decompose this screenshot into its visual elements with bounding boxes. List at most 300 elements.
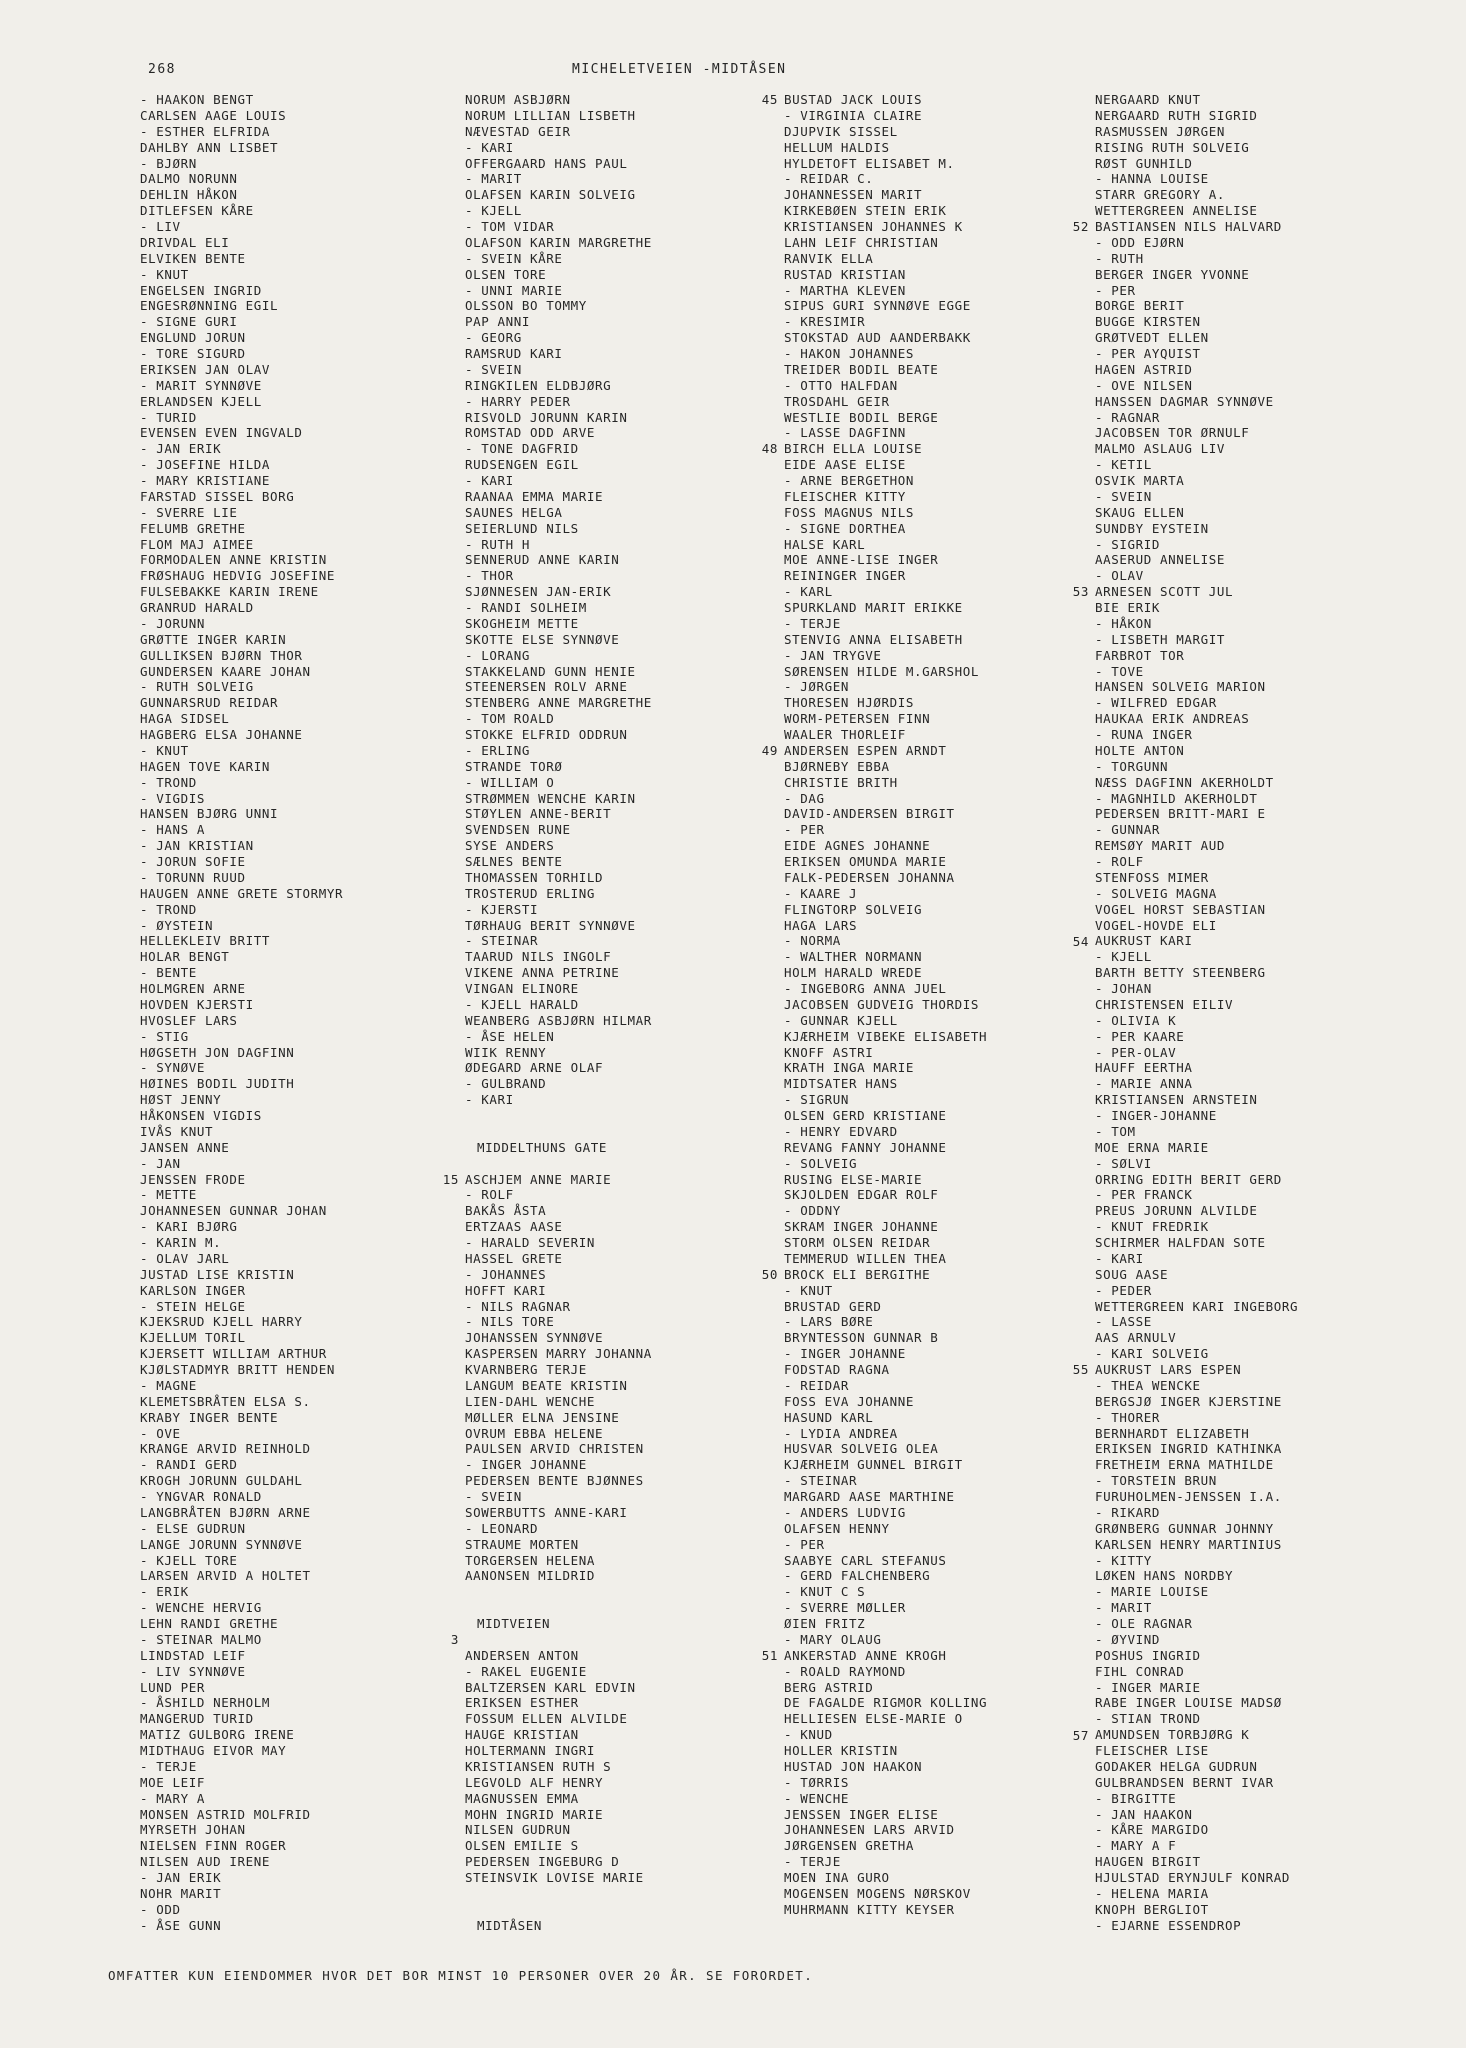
resident-entry: BIE ERIK: [1095, 600, 1161, 615]
resident-entry: STENBERG ANNE MARGRETHE: [465, 695, 652, 711]
resident-entry: - SYNØVE: [140, 1060, 206, 1076]
resident-entry: - HELENA MARIA: [1095, 1885, 1209, 1901]
resident-entry: - HAKON JOHANNES: [784, 346, 915, 361]
resident-entry: HØINES BODIL JUDITH: [140, 1076, 295, 1092]
resident-entry: NÆVESTAD GEIR: [465, 123, 571, 139]
resident-entry: - LIV SYNNØVE: [140, 1663, 246, 1679]
resident-entry: MUHRMANN KITTY KEYSER: [784, 1901, 955, 1917]
resident-entry: MANGERUD TURID: [140, 1711, 254, 1727]
resident-entry: BUSTAD JACK LOUIS: [784, 92, 923, 107]
resident-entry: DRIVDAL ELI: [140, 234, 230, 250]
resident-entry: HAGA SIDSEL: [140, 711, 230, 727]
resident-entry: - SIGRUN: [784, 1092, 850, 1108]
resident-entry: BALTZERSEN KARL EDVIN: [465, 1679, 636, 1695]
resident-entry: LAHN LEIF CHRISTIAN: [784, 234, 939, 250]
resident-entry: - KNUT: [140, 266, 189, 282]
resident-entry: - PER FRANCK: [1095, 1187, 1193, 1203]
resident-entry: - GULBRAND: [465, 1076, 547, 1092]
resident-entry: REMSØY MARIT AUD: [1095, 838, 1226, 854]
resident-entry: JACOBSEN TOR ØRNULF: [1095, 425, 1250, 441]
resident-entry: - ROLF: [1095, 854, 1144, 869]
resident-entry: FRØSHAUG HEDVIG JOSEFINE: [140, 568, 336, 584]
resident-entry: - GEORG: [465, 330, 522, 346]
resident-entry: NORUM LILLIAN LISBETH: [465, 107, 636, 123]
resident-entry: HELLEKLEIV BRITT: [140, 933, 271, 949]
resident-entry: LANGE JORUNN SYNNØVE: [140, 1536, 303, 1552]
resident-entry: MAGNUSSEN EMMA: [465, 1790, 579, 1806]
resident-entry: SAABYE CARL STEFANUS: [784, 1552, 947, 1568]
resident-entry: MYRSETH JOHAN: [140, 1822, 246, 1838]
resident-entry: ERTZAAS AASE: [465, 1219, 563, 1235]
resident-entry: SKAUG ELLEN: [1095, 504, 1185, 520]
resident-entry: NORUM ASBJØRN: [465, 92, 571, 107]
resident-entry: REVANG FANNY JOHANNE: [784, 1139, 947, 1155]
resident-entry: BROCK ELI BERGITHE: [784, 1266, 931, 1282]
house-number: 57: [1072, 1727, 1089, 1743]
resident-entry: - SIGNE GURI: [140, 314, 238, 330]
resident-entry: RAANAA EMMA MARIE: [465, 488, 604, 504]
resident-entry: - JAN ERIK: [140, 441, 222, 457]
resident-entry: RANVIK ELLA: [784, 250, 874, 266]
resident-entry: - TORE SIGURD: [140, 346, 246, 361]
resident-entry: BUGGE KIRSTEN: [1095, 314, 1201, 330]
resident-entry: KARLSEN HENRY MARTINIUS: [1095, 1536, 1282, 1552]
resident-entry: MOE LEIF: [140, 1774, 206, 1790]
resident-entry: BERGER INGER YVONNE: [1095, 266, 1250, 282]
resident-entry: OLSSON BO TOMMY: [465, 298, 587, 314]
resident-entry: HANSSEN DAGMAR SYNNØVE: [1095, 393, 1274, 409]
resident-entry: - THOR: [465, 568, 514, 584]
resident-entry: - WILLIAM O: [465, 774, 555, 790]
resident-entry: WESTLIE BODIL BERGE: [784, 409, 939, 425]
resident-entry: - MAGNE: [140, 1377, 197, 1393]
house-number: 45: [761, 92, 778, 107]
resident-entry: EIDE AASE ELISE: [784, 457, 906, 473]
resident-entry: NIELSEN FINN ROGER: [140, 1838, 287, 1854]
resident-entry: KJØLSTADMYR BRITT HENDEN: [140, 1362, 336, 1377]
house-number: 55: [1072, 1362, 1089, 1378]
resident-entry: - HARRY PEDER: [465, 393, 571, 409]
resident-entry: - KRESIMIR: [784, 314, 866, 330]
house-number: 52: [1072, 219, 1089, 235]
resident-entry: - SIGRID: [1095, 536, 1161, 552]
resident-entry: TEMMERUD WILLEN THEA: [784, 1250, 947, 1266]
resident-entry: - THORER: [1095, 1409, 1161, 1425]
resident-entry: RØST GUNHILD: [1095, 155, 1193, 171]
resident-entry: - ROALD RAYMOND: [784, 1663, 906, 1679]
resident-entry: HÅKONSEN VIGDIS: [140, 1108, 262, 1123]
resident-entry: SJØNNESEN JAN-ERIK: [465, 584, 612, 600]
resident-entry: RINGKILEN ELDBJØRG: [465, 377, 612, 393]
resident-entry: KRISTIANSEN RUTH S: [465, 1758, 612, 1774]
resident-entry: - TERJE: [784, 1854, 841, 1870]
resident-entry: - HÅKON: [1095, 615, 1152, 631]
resident-entry: THOMASSEN TORHILD: [465, 869, 604, 885]
resident-entry: STEINSVIK LOVISE MARIE: [465, 1870, 644, 1885]
resident-entry: ANDERSEN ESPEN ARNDT: [784, 742, 947, 758]
resident-entry: - TOM: [1095, 1123, 1136, 1139]
resident-entry: GODAKER HELGA GUDRUN: [1095, 1758, 1258, 1774]
resident-entry: HØST JENNY: [140, 1092, 222, 1108]
resident-entry: STEENERSEN ROLV ARNE: [465, 679, 628, 695]
blank-line: [465, 1124, 795, 1140]
resident-entry: - RANDI SOLHEIM: [465, 600, 587, 615]
resident-entry: VINGAN ELINORE: [465, 981, 579, 996]
resident-entry: DALMO NORUNN: [140, 171, 238, 187]
resident-entry: SKRAM INGER JOHANNE: [784, 1219, 939, 1235]
resident-entry: STRANDE TORØ: [465, 758, 563, 774]
resident-entry: - KJELL TORE: [140, 1552, 238, 1568]
resident-entry: - KNUT: [784, 1282, 833, 1298]
resident-entry: AUKRUST LARS ESPEN: [1095, 1362, 1242, 1377]
resident-entry: - RUTH H: [465, 536, 531, 552]
resident-entry: HOLM HARALD WREDE: [784, 965, 923, 981]
resident-entry: BERG ASTRID: [784, 1679, 874, 1695]
resident-entry: OLSEN EMILIE S: [465, 1838, 579, 1854]
resident-entry: AANONSEN MILDRID: [465, 1568, 596, 1584]
resident-entry: MØLLER ELNA JENSINE: [465, 1409, 620, 1425]
resident-entry: IVÅS KNUT: [140, 1123, 214, 1139]
resident-entry: LUND PER: [140, 1679, 206, 1695]
resident-entry: GRANRUD HARALD: [140, 600, 254, 615]
resident-entry: BJØRNEBY EBBA: [784, 758, 890, 774]
resident-entry: STARR GREGORY A.: [1095, 187, 1226, 203]
resident-entry: GRØTVEDT ELLEN: [1095, 330, 1209, 346]
resident-entry: - RAKEL EUGENIE: [465, 1663, 587, 1679]
resident-entry: - LORANG: [465, 647, 531, 663]
resident-entry: - STEINAR: [465, 933, 539, 949]
street-heading: MIDTÅSEN: [477, 1917, 543, 1933]
resident-entry: KROGH JORUNN GULDAHL: [140, 1473, 303, 1489]
resident-entry: ANDERSEN ANTON: [465, 1647, 579, 1663]
resident-entry: ØDEGARD ARNE OLAF: [465, 1060, 604, 1076]
resident-entry: HOLTERMANN INGRI: [465, 1743, 596, 1758]
resident-entry: - MARTHA KLEVEN: [784, 282, 906, 298]
resident-entry: FLOM MAJ AIMEE: [140, 536, 254, 552]
resident-entry: HYLDETOFT ELISABET M.: [784, 155, 955, 171]
resident-entry: - TOM VIDAR: [465, 219, 555, 234]
resident-entry: - KÅRE MARGIDO: [1095, 1822, 1209, 1838]
resident-entry: HVOSLEF LARS: [140, 1012, 238, 1028]
resident-entry: GUNDERSEN KAARE JOHAN: [140, 663, 311, 679]
resident-entry: JOHANNESEN LARS ARVID: [784, 1822, 955, 1838]
resident-entry: - STIG: [140, 1028, 189, 1044]
resident-entry: ROMSTAD ODD ARVE: [465, 425, 596, 441]
resident-entry: - TORUNN RUUD: [140, 869, 246, 885]
resident-entry: - SVERRE LIE: [140, 504, 238, 520]
resident-entry: MOGENSEN MOGENS NØRSKOV: [784, 1885, 971, 1901]
house-number: 51: [761, 1648, 778, 1664]
resident-entry: - PER-OLAV: [1095, 1044, 1177, 1060]
resident-entry: - KJELL: [465, 203, 522, 219]
resident-entry: MOE ANNE-LISE INGER: [784, 552, 939, 568]
resident-entry: HAGEN ASTRID: [1095, 361, 1193, 377]
resident-entry: STRAUME MORTEN: [465, 1536, 579, 1552]
resident-entry: - TERJE: [784, 615, 841, 631]
resident-entry: SEIERLUND NILS: [465, 520, 579, 536]
resident-entry: - BIRGITTE: [1095, 1790, 1177, 1806]
resident-entry: MONSEN ASTRID MOLFRID: [140, 1806, 311, 1822]
resident-entry: - OVE: [140, 1425, 181, 1441]
resident-entry: - STEINAR MALMO: [140, 1631, 262, 1647]
resident-entry: - ODDNY: [784, 1203, 841, 1219]
resident-entry: - RUNA INGER: [1095, 727, 1193, 742]
resident-entry: FIHL CONRAD: [1095, 1663, 1185, 1679]
resident-entry: JENSSEN FRODE: [140, 1171, 246, 1187]
resident-entry: - ARNE BERGETHON: [784, 473, 915, 488]
resident-entry: POSHUS INGRID: [1095, 1647, 1201, 1663]
resident-entry: HASUND KARL: [784, 1409, 874, 1425]
resident-entry: HALSE KARL: [784, 536, 866, 552]
resident-entry: - SVEIN: [465, 361, 522, 377]
resident-entry: LEHN RANDI GRETHE: [140, 1616, 279, 1631]
resident-entry: HUSTAD JON HAAKON: [784, 1758, 923, 1774]
resident-entry: - TØRRIS: [784, 1774, 850, 1790]
resident-entry: - KJELL HARALD: [465, 996, 579, 1012]
resident-entry: - INGER JOHANNE: [784, 1346, 906, 1362]
resident-entry: GRØTTE INGER KARIN: [140, 631, 287, 647]
resident-entry: KASPERSEN MARRY JOHANNA: [465, 1346, 652, 1362]
resident-entry: LEGVOLD ALF HENRY: [465, 1774, 604, 1790]
resident-entry: HASSEL GRETE: [465, 1250, 563, 1266]
resident-entry: WAALER THORLEIF: [784, 727, 906, 742]
resident-entry: RISVOLD JORUNN KARIN: [465, 409, 628, 425]
blank-line: [465, 1156, 795, 1172]
resident-entry: - TOVE: [1095, 663, 1144, 679]
resident-entry: JØRGENSEN GRETHA: [784, 1838, 915, 1854]
resident-entry: VOGEL HORST SEBASTIAN: [1095, 901, 1266, 917]
resident-entry: BERGSJØ INGER KJERSTINE: [1095, 1393, 1282, 1409]
resident-entry: - LYDIA ANDREA: [784, 1425, 898, 1441]
resident-entry: - MARIT: [1095, 1600, 1152, 1616]
resident-entry: JOHANSSEN SYNNØVE: [465, 1330, 604, 1346]
resident-entry: FELUMB GRETHE: [140, 520, 246, 536]
blank-line: [465, 1600, 795, 1616]
resident-entry: STOKKE ELFRID ODDRUN: [465, 727, 628, 742]
resident-entry: - REIDAR C.: [784, 171, 874, 187]
resident-entry: - RAGNAR: [1095, 409, 1161, 425]
footnote: OMFATTER KUN EIENDOMMER HVOR DET BOR MINST 10 PERSONER OVER 20 ÅR. SE FORORDET.: [108, 1968, 814, 1983]
resident-entry: - KARI: [465, 473, 514, 488]
resident-entry: PREUS JORUNN ALVILDE: [1095, 1203, 1258, 1219]
resident-entry: OLAFSON KARIN MARGRETHE: [465, 234, 652, 250]
resident-entry: TAARUD NILS INGOLF: [465, 949, 612, 965]
resident-entry: MARGARD AASE MARTHINE: [784, 1489, 955, 1504]
resident-entry: - UNNI MARIE: [465, 282, 563, 298]
resident-entry: HANSEN SOLVEIG MARION: [1095, 679, 1266, 695]
resident-entry: RAMSRUD KARI: [465, 346, 563, 361]
resident-entry: - ÅSE HELEN: [465, 1028, 555, 1044]
resident-entry: - KITTY: [1095, 1552, 1152, 1568]
resident-entry: ØIEN FRITZ: [784, 1616, 866, 1631]
resident-entry: FLINGTORP SOLVEIG: [784, 901, 923, 917]
resident-entry: - SOLVEIG: [784, 1155, 858, 1171]
resident-entry: DAVID-ANDERSEN BIRGIT: [784, 806, 955, 822]
resident-entry: - INGER-JOHANNE: [1095, 1108, 1217, 1123]
resident-entry: - SOLVEIG MAGNA: [1095, 885, 1217, 901]
resident-entry: PEDERSEN BRITT-MARI E: [1095, 806, 1266, 822]
resident-entry: LANGBRÅTEN BJØRN ARNE: [140, 1504, 311, 1520]
resident-entry: - JAN HAAKON: [1095, 1806, 1193, 1822]
resident-entry: - TORSTEIN BRUN: [1095, 1473, 1217, 1489]
resident-entry: - HAAKON BENGT: [140, 92, 254, 107]
resident-entry: SÆLNES BENTE: [465, 854, 563, 869]
resident-entry: - PEDER: [1095, 1282, 1152, 1298]
resident-entry: DJUPVIK SISSEL: [784, 123, 898, 139]
resident-entry: - MARY A: [140, 1790, 206, 1806]
resident-entry: - TROND: [140, 901, 197, 917]
resident-entry: JOHANNESSEN MARIT: [784, 187, 923, 203]
resident-entry: GULBRANDSEN BERNT IVAR: [1095, 1774, 1274, 1790]
column-4: [1095, 92, 1425, 1934]
resident-entry: PAP ANNI: [465, 314, 531, 330]
resident-entry: OLSEN TORE: [465, 266, 547, 282]
resident-entry: KIRKEBØEN STEIN ERIK: [784, 203, 947, 219]
resident-entry: PAULSEN ARVID CHRISTEN: [465, 1441, 644, 1457]
resident-entry: BRYNTESSON GUNNAR B: [784, 1330, 939, 1346]
resident-entry: KLEMETSBRÅTEN ELSA S.: [140, 1393, 311, 1409]
resident-entry: FARBROT TOR: [1095, 647, 1185, 663]
resident-entry: FORMODALEN ANNE KRISTIN: [140, 552, 327, 568]
resident-entry: - ØYVIND: [1095, 1631, 1161, 1647]
resident-entry: RUDSENGEN EGIL: [465, 457, 579, 473]
resident-entry: - TOM ROALD: [465, 711, 555, 727]
resident-entry: NÆSS DAGFINN AKERHOLDT: [1095, 774, 1274, 790]
resident-entry: HAUFF EERTHA: [1095, 1060, 1193, 1076]
resident-entry: FLEISCHER LISE: [1095, 1743, 1209, 1758]
resident-entry: - WENCHE: [784, 1790, 850, 1806]
resident-entry: ENGLUND JORUN: [140, 330, 246, 346]
resident-entry: - JORUN SOFIE: [140, 854, 246, 869]
resident-entry: - BJØRN: [140, 155, 197, 171]
resident-entry: GULLIKSEN BJØRN THOR: [140, 647, 303, 663]
resident-entry: - HENRY EDVARD: [784, 1123, 898, 1139]
resident-entry: - JOSEFINE HILDA: [140, 457, 271, 473]
resident-entry: FALK-PEDERSEN JOHANNA: [784, 869, 955, 885]
resident-entry: - EJARNE ESSENDROP: [1095, 1917, 1242, 1933]
resident-entry: SCHIRMER HALFDAN SOTE: [1095, 1235, 1266, 1250]
resident-entry: BASTIANSEN NILS HALVARD: [1095, 219, 1282, 234]
resident-entry: WETTERGREEN KARI INGEBORG: [1095, 1298, 1299, 1314]
resident-entry: ARNESEN SCOTT JUL: [1095, 584, 1234, 600]
resident-entry: SAUNES HELGA: [465, 504, 563, 520]
street-heading: MIDTVEIEN: [477, 1616, 551, 1631]
resident-entry: AAS ARNULV: [1095, 1330, 1177, 1346]
resident-entry: SIPUS GURI SYNNØVE EGGE: [784, 298, 971, 314]
resident-entry: - JAN: [140, 1155, 181, 1171]
resident-entry: SVENDSEN RUNE: [465, 822, 571, 838]
resident-entry: GRØNBERG GUNNAR JOHNNY: [1095, 1520, 1274, 1536]
resident-entry: KARLSON INGER: [140, 1282, 246, 1298]
resident-entry: MOHN INGRID MARIE: [465, 1806, 604, 1822]
resident-entry: - JORUNN: [140, 615, 206, 631]
resident-entry: FURUHOLMEN-JENSSEN I.A.: [1095, 1489, 1282, 1504]
resident-entry: ERIKSEN OMUNDA MARIE: [784, 854, 947, 869]
resident-entry: - ERIK: [140, 1584, 189, 1600]
resident-entry: NERGAARD RUTH SIGRID: [1095, 107, 1258, 123]
resident-entry: DITLEFSEN KÅRE: [140, 203, 254, 219]
resident-entry: HELLIESEN ELSE-MARIE O: [784, 1711, 963, 1727]
resident-entry: - TERJE: [140, 1758, 197, 1774]
resident-entry: - BENTE: [140, 965, 197, 981]
resident-entry: RUSING ELSE-MARIE: [784, 1171, 923, 1187]
resident-entry: - NORMA: [784, 933, 841, 949]
resident-entry: WIIK RENNY: [465, 1044, 547, 1060]
resident-entry: - INGER MARIE: [1095, 1679, 1201, 1695]
resident-entry: JOHANNESEN GUNNAR JOHAN: [140, 1203, 327, 1219]
resident-entry: - KNUD: [784, 1727, 833, 1743]
resident-entry: HAUGEN ANNE GRETE STORMYR: [140, 885, 344, 901]
house-number: 53: [1072, 584, 1089, 600]
resident-entry: - PER: [784, 1536, 825, 1552]
resident-entry: - JAN KRISTIAN: [140, 838, 254, 854]
resident-entry: KRISTIANSEN ARNSTEIN: [1095, 1092, 1258, 1108]
resident-entry: JANSEN ANNE: [140, 1139, 230, 1155]
resident-entry: - HANNA LOUISE: [1095, 171, 1209, 187]
resident-entry: STENVIG ANNA ELISABETH: [784, 631, 963, 647]
resident-entry: - JOHAN: [1095, 981, 1152, 996]
resident-entry: - TROND: [140, 774, 197, 790]
resident-entry: KJÆRHEIM GUNNEL BIRGIT: [784, 1457, 963, 1473]
resident-entry: AMUNDSEN TORBJØRG K: [1095, 1727, 1250, 1743]
resident-entry: RISING RUTH SOLVEIG: [1095, 139, 1250, 155]
resident-entry: - KARI: [1095, 1250, 1144, 1266]
resident-entry: - JAN ERIK: [140, 1870, 222, 1885]
resident-entry: - ROLF: [465, 1187, 514, 1203]
resident-entry: - WILFRED EDGAR: [1095, 695, 1217, 711]
resident-entry: KJÆRHEIM VIBEKE ELISABETH: [784, 1028, 988, 1044]
resident-entry: - LIV: [140, 219, 181, 234]
resident-entry: ERIKSEN ESTHER: [465, 1695, 579, 1711]
resident-entry: ERIKSEN INGRID KATHINKA: [1095, 1441, 1282, 1457]
resident-entry: HAGEN TOVE KARIN: [140, 758, 271, 774]
resident-entry: ERLANDSEN KJELL: [140, 393, 262, 409]
resident-entry: RUSTAD KRISTIAN: [784, 266, 906, 282]
resident-entry: BORGE BERIT: [1095, 298, 1185, 314]
resident-entry: SKJOLDEN EDGAR ROLF: [784, 1187, 939, 1203]
resident-entry: TORGERSEN HELENA: [465, 1552, 596, 1568]
resident-entry: - KJELL: [1095, 949, 1152, 965]
resident-entry: - KARI: [465, 1092, 514, 1108]
resident-entry: - OTTO HALFDAN: [784, 377, 898, 393]
resident-entry: HØGSETH JON DAGFINN: [140, 1044, 295, 1060]
resident-entry: - NILS RAGNAR: [465, 1298, 571, 1314]
house-number: 15: [442, 1171, 459, 1187]
resident-entry: SKOGHEIM METTE: [465, 615, 579, 631]
resident-entry: STORM OLSEN REIDAR: [784, 1235, 931, 1250]
resident-entry: MOEN INA GURO: [784, 1870, 890, 1885]
resident-entry: MATIZ GULBORG IRENE: [140, 1727, 295, 1743]
resident-entry: HAUKAA ERIK ANDREAS: [1095, 711, 1250, 727]
resident-entry: FOSSUM ELLEN ALVILDE: [465, 1711, 628, 1727]
resident-entry: - KARL: [784, 584, 833, 600]
resident-entry: - MARIE LOUISE: [1095, 1584, 1209, 1600]
resident-entry: KRABY INGER BENTE: [140, 1409, 279, 1425]
resident-entry: - KJERSTI: [465, 901, 539, 917]
resident-entry: HOFFT KARI: [465, 1282, 547, 1298]
resident-entry: REININGER INGER: [784, 568, 906, 584]
resident-entry: - RIKARD: [1095, 1504, 1161, 1520]
resident-entry: VOGEL-HOVDE ELI: [1095, 917, 1217, 933]
resident-entry: - RUTH SOLVEIG: [140, 679, 254, 695]
resident-entry: - MARIT: [465, 171, 522, 187]
resident-entry: - LASSE: [1095, 1314, 1152, 1330]
resident-entry: - OLAV JARL: [140, 1250, 230, 1266]
resident-entry: ERIKSEN JAN OLAV: [140, 361, 271, 377]
resident-entry: - HARALD SEVERIN: [465, 1235, 596, 1250]
resident-entry: LINDSTAD LEIF: [140, 1647, 246, 1663]
resident-entry: - ANDERS LUDVIG: [784, 1504, 906, 1520]
